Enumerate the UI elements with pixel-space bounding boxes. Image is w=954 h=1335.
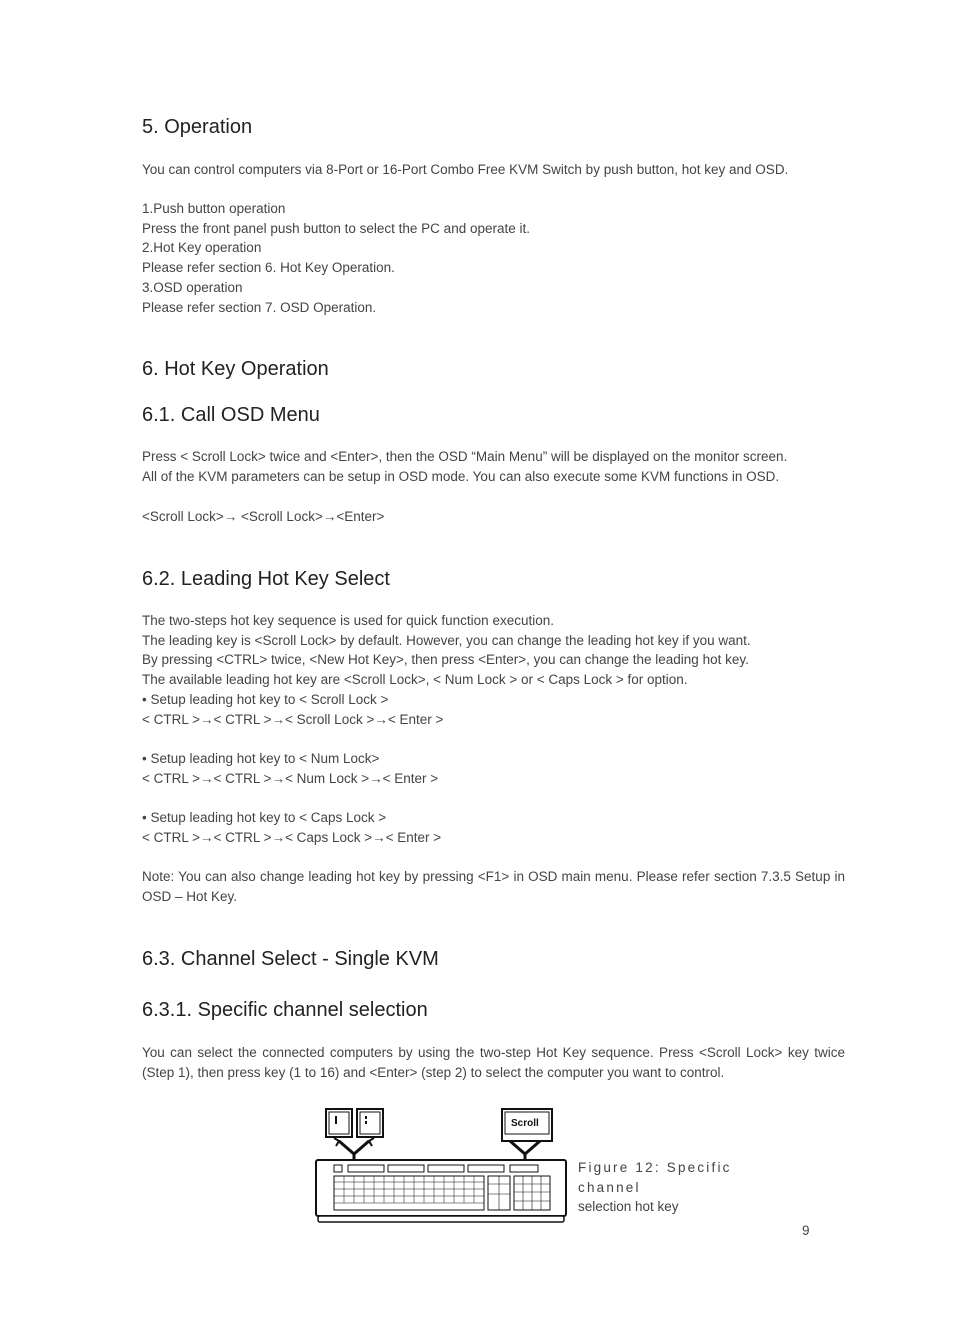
- paragraph-line: All of the KVM parameters can be setup in OSD mode. You can also execute some KVM functions in OSD.: [142, 468, 780, 484]
- heading-leading-hot-key-select: 6.2. Leading Hot Key Select: [142, 568, 390, 590]
- heading-specific-channel-selection: 6.3.1. Specific channel selection: [142, 999, 428, 1021]
- key-sequence: < CTRL >→< CTRL >→< Caps Lock >→< Enter >: [142, 829, 442, 845]
- list-item: 1.Push button operation: [142, 201, 286, 216]
- list-item: 2.Hot Key operation: [142, 240, 262, 256]
- key-sequence: < CTRL >→< CTRL >→< Scroll Lock >→< Enter >: [142, 711, 444, 727]
- keyboard-figure: [314, 1106, 568, 1224]
- heading-call-osd-menu: 6.1. Call OSD Menu: [142, 404, 320, 426]
- key-sequence: < CTRL >→< CTRL >→< Num Lock >→< Enter >: [142, 770, 439, 786]
- heading-operation: 5. Operation: [142, 116, 253, 138]
- scroll-key-label: Scroll: [511, 1118, 539, 1129]
- list-item: Please refer section 7. OSD Operation.: [142, 299, 377, 315]
- list-item: Please refer section 6. Hot Key Operation.: [142, 260, 395, 276]
- caption-line: selection hot key: [578, 1199, 679, 1215]
- heading-hot-key-operation: 6. Hot Key Operation: [142, 358, 329, 380]
- figure-caption: [578, 1158, 798, 1217]
- paragraph-line: The available leading hot key are <Scroll Lock>, < Num Lock > or < Caps Lock > for option.: [142, 672, 688, 688]
- bullet-item: • Setup leading hot key to < Scroll Lock >: [142, 691, 389, 707]
- operation-intro: You can control computers via 8-Port or 16-Port Combo Free KVM Switch by push button, hot key and OSD.: [142, 162, 789, 177]
- key-sequence: <Scroll Lock>→ <Scroll Lock>→<Enter>: [142, 509, 385, 524]
- paragraph-line: By pressing <CTRL> twice, <New Hot Key>, then press <Enter>, you can change the leading hot key.: [142, 652, 749, 668]
- bullet-item: • Setup leading hot key to < Num Lock>: [142, 751, 380, 766]
- list-item: 3.OSD operation: [142, 279, 243, 295]
- keyboard-icon: [314, 1106, 568, 1224]
- paragraph-line: The leading key is <Scroll Lock> by default. However, you can change the leading hot key if you want.: [142, 632, 751, 648]
- list-item: Press the front panel push button to select the PC and operate it.: [142, 220, 530, 236]
- bullet-item: • Setup leading hot key to < Caps Lock >: [142, 810, 387, 825]
- paragraph-line: The two-steps hot key sequence is used for quick function execution.: [142, 613, 554, 628]
- paragraph-line: Press < Scroll Lock> twice and <Enter>, then the OSD “Main Menu” will be displayed on the monitor screen.: [142, 449, 788, 464]
- note-paragraph: Note: You can also change leading hot key by pressing <F1> in OSD main menu. Please refer section 7.3.5 Setup in OSD – Hot Key.: [142, 869, 845, 904]
- caption-line: Figure 12: Specific channel: [578, 1160, 732, 1195]
- heading-channel-select: 6.3. Channel Select - Single KVM: [142, 948, 439, 970]
- page-number: 9: [802, 1223, 810, 1238]
- paragraph: You can select the connected computers by using the two-step Hot Key sequence. Press <Scroll Lock> key twice (Step 1), then press key (1 to 16) and <Enter> (step 2) to select the computer you want to control.: [142, 1045, 845, 1080]
